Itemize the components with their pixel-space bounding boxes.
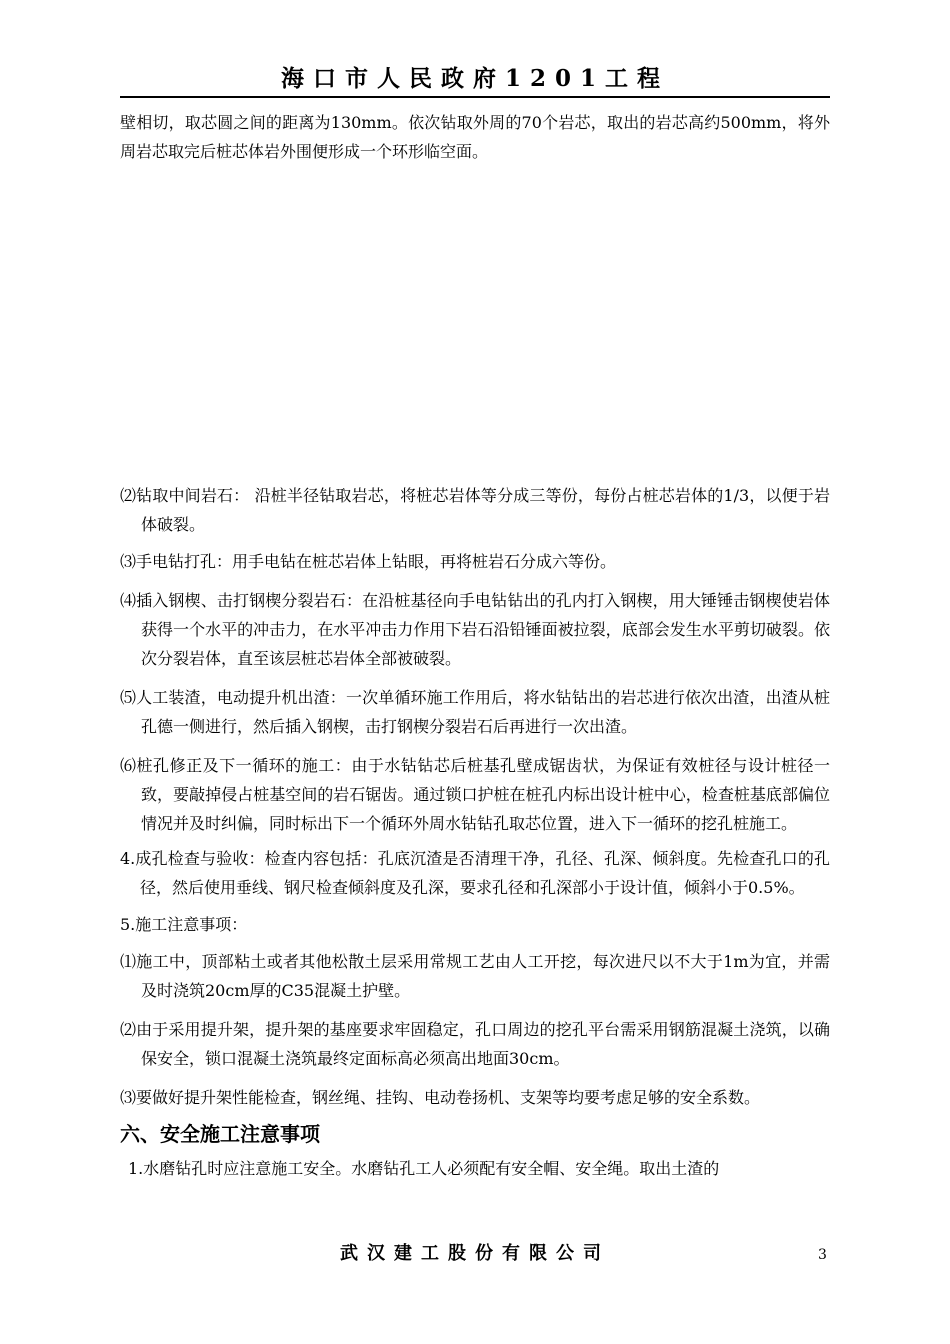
document-body	[120, 108, 830, 1183]
note-3-paragraph: ⑶要做好提升架性能检查，钢丝绳、挂钩、电动卷扬机、支架等均要考虑足够的安全系数。	[120, 1088, 761, 1107]
step-2-paragraph: ⑵钻取中间岩石： 沿桩半径钻取岩芯，将桩芯岩体等分成三等份，每份占桩芯岩体的1/3，以便于岩体破裂。	[120, 486, 830, 534]
step-4-paragraph: ⑷插入钢楔、击打钢楔分裂岩石：在沿桩基径向手电钻钻出的孔内打入钢楔，用大锤锤击钢楔使岩体获得一个水平的冲击力，在水平冲击力作用下岩石沿铅锤面被拉裂，底部会发生水平剪切破裂。依次分裂岩体，直至该层桩芯岩体全部被破裂。	[120, 591, 830, 668]
step-6-paragraph: ⑹桩孔修正及下一循环的施工：由于水钻钻芯后桩基孔壁成锯齿状，为保证有效桩径与设计桩径一致，要敲掉侵占桩基空间的岩石锯齿。通过锁口护桩在桩孔内标出设计桩中心，检查桩基底部偏位情况并及时纠偏，同时标出下一个循环外周水钻钻孔取芯位置，进入下一循环的挖孔桩施工。	[120, 756, 830, 833]
section-6-item-1: 1.水磨钻孔时应注意施工安全。水磨钻孔工人必须配有安全帽、安全绳。取出土渣的	[128, 1159, 720, 1178]
footer-company: 武汉建工股份有限公司	[340, 1243, 610, 1264]
item-4-paragraph: 4.成孔检查与验收：检查内容包括：孔底沉渣是否清理干净，孔径、孔深、倾斜度。先检查孔口的孔径，然后使用垂线、钢尺检查倾斜度及孔深，要求孔径和孔深部小于设计值，倾斜小于0.5%。	[120, 849, 830, 897]
note-1-paragraph: ⑴施工中，顶部粘土或者其他松散土层采用常规工艺由人工开挖，每次进尺以不大于1m为宜，并需及时浇筑20cm厚的C35混凝土护壁。	[120, 952, 830, 1000]
blank-figure-area	[120, 166, 830, 481]
page-number: 3	[818, 1247, 827, 1263]
page-header-title: 海口市人民政府1201工程	[120, 62, 830, 98]
step-3-paragraph: ⑶手电钻打孔：用手电钻在桩芯岩体上钻眼，再将桩岩石分成六等份。	[120, 552, 617, 571]
intro-paragraph: 壁相切，取芯圆之间的距离为130mm。依次钻取外周的70个岩芯，取出的岩芯高约500mm，将外周岩芯取完后桩芯体岩外围便形成一个环形临空面。	[120, 113, 830, 161]
item-5-heading: 5.施工注意事项：	[120, 915, 248, 934]
note-2-paragraph: ⑵由于采用提升架，提升架的基座要求牢固稳定，孔口周边的挖孔平台需采用钢筋混凝土浇筑，以确保安全，锁口混凝土浇筑最终定面标高必须高出地面30cm。	[120, 1020, 830, 1068]
section-6-heading: 六、安全施工注意事项	[120, 1122, 320, 1146]
step-5-paragraph: ⑸人工装渣，电动提升机出渣：一次单循环施工作用后，将水钻钻出的岩芯进行依次出渣，出渣从桩孔德一侧进行，然后插入钢楔，击打钢楔分裂岩石后再进行一次出渣。	[120, 688, 830, 736]
